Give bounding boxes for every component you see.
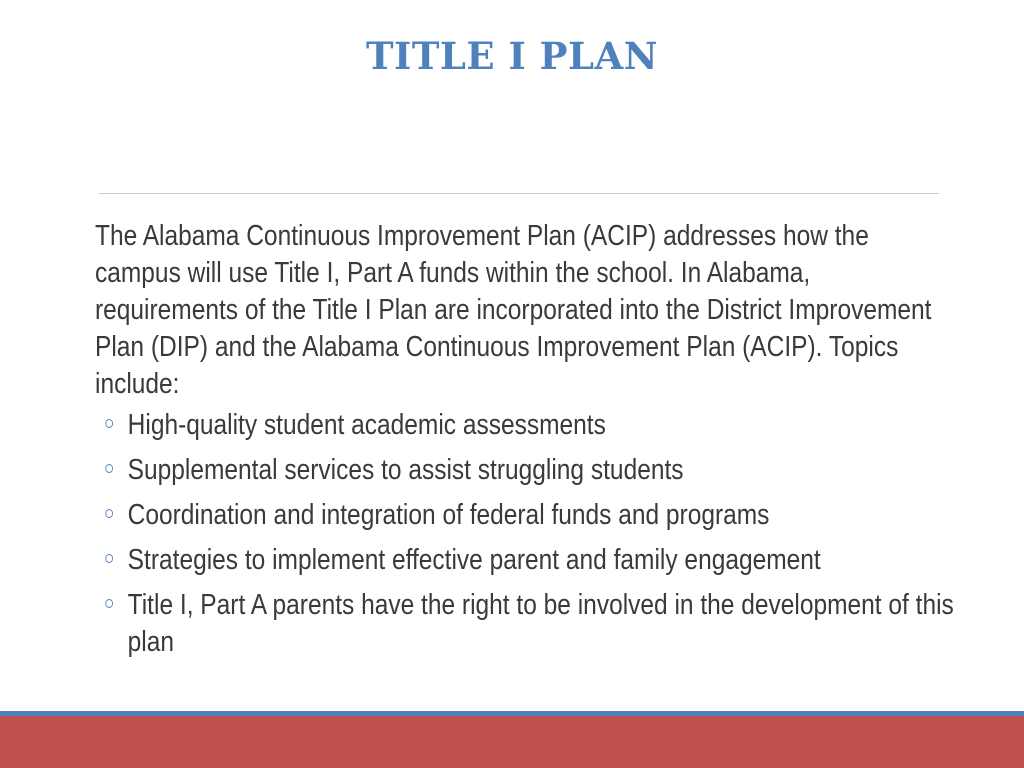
hollow-circle-icon xyxy=(105,464,113,473)
hollow-circle-icon xyxy=(105,599,113,608)
intro-paragraph: The Alabama Continuous Improvement Plan (ACIP) addresses how the campus will use Title I, Part A funds within the school. In Alabama, requirements of the Title I Plan are incorporated into the District Improvement Plan (DIP) and the Alabama Continuous Improvement Plan (ACIP). Topics include: xyxy=(95,220,932,400)
hollow-circle-icon xyxy=(105,554,113,563)
list-item-text: Strategies to implement effective parent and family engagement xyxy=(127,544,821,576)
slide-body xyxy=(95,218,955,669)
list-item xyxy=(95,497,955,534)
topics-list xyxy=(95,407,955,661)
title-divider xyxy=(99,193,939,194)
list-item-text: High-quality student academic assessments xyxy=(127,409,606,441)
footer-band-red xyxy=(0,716,1024,768)
list-item xyxy=(95,542,955,579)
list-item xyxy=(95,587,955,661)
hollow-circle-icon xyxy=(105,509,113,518)
list-item xyxy=(95,407,955,444)
list-item xyxy=(95,452,955,489)
slide-title: TITLE I PLAN xyxy=(365,34,659,78)
list-item-text: Coordination and integration of federal funds and programs xyxy=(127,499,770,531)
list-item-text: Title I, Part A parents have the right to be involved in the development of this plan xyxy=(127,589,954,658)
list-item-text: Supplemental services to assist struggling students xyxy=(127,454,684,486)
hollow-circle-icon xyxy=(105,419,113,428)
